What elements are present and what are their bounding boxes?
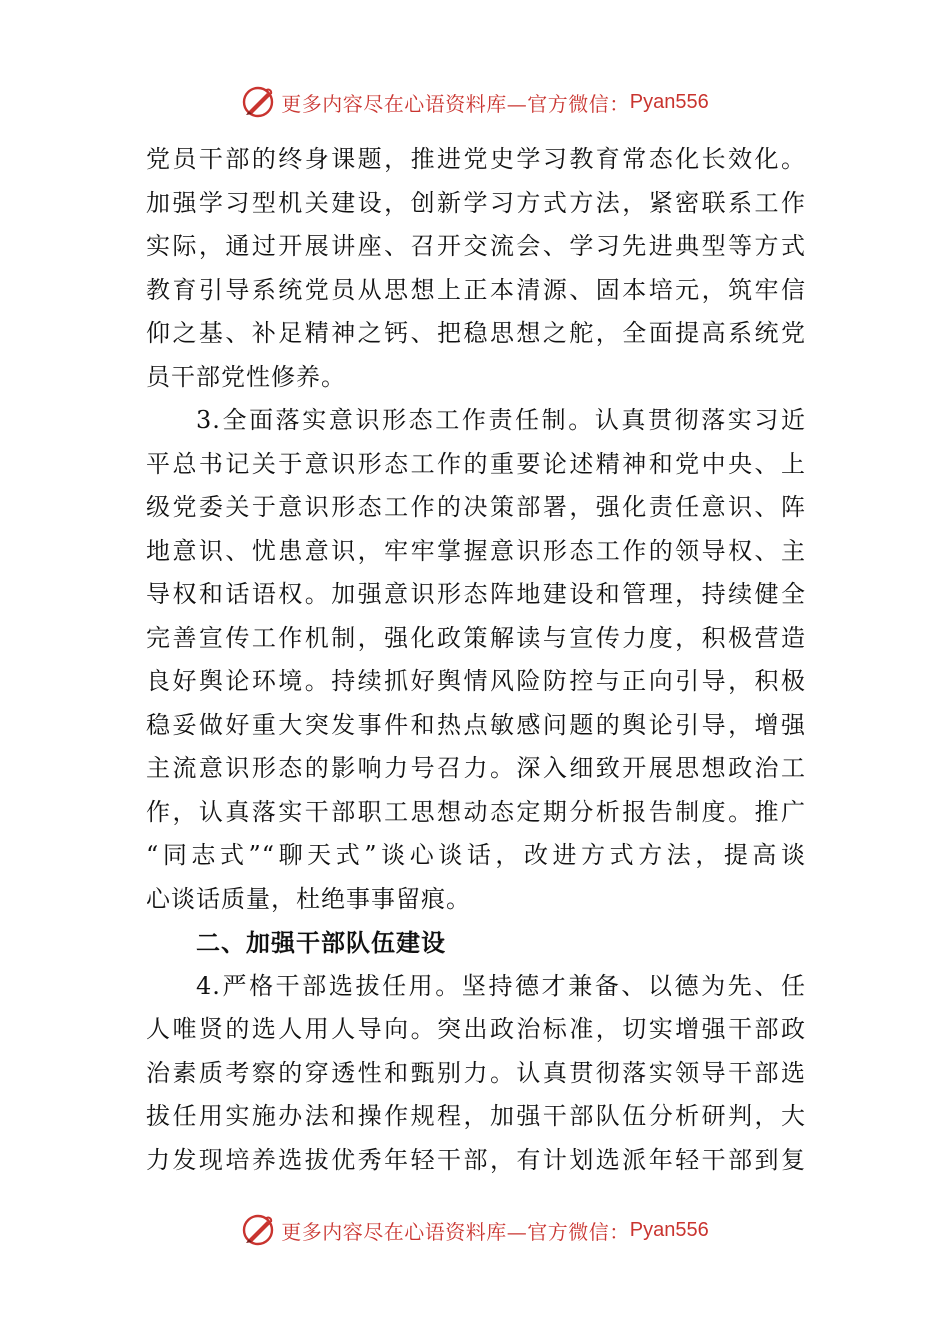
text-line: 4.严格干部选拔任用。坚持德才兼备、以德为先、任 xyxy=(196,971,806,1000)
text-line: 稳妥做好重大突发事件和热点敏感问题的舆论引导，增强 xyxy=(146,710,806,739)
text-line: “同志式”“聊天式”谈心谈话，改进方式方法，提高谈 xyxy=(146,841,806,869)
section-heading: 二、加强干部队伍建设 xyxy=(196,928,446,957)
text-line: 心谈话质量，杜绝事事留痕。 xyxy=(146,884,471,913)
text-line: 人唯贤的选人用人导向。突出政治标准，切实增强干部政 xyxy=(146,1015,806,1043)
text-line: 级党委关于意识形态工作的决策部署，强化责任意识、阵 xyxy=(146,493,806,521)
text-line: 3.全面落实意识形态工作责任制。认真贯彻落实习近 xyxy=(196,406,806,434)
watermark-wechat-id: Pyan556 xyxy=(629,90,709,113)
watermark-wechat-id: Pyan556 xyxy=(629,1218,709,1241)
text-line: 平总书记关于意识形态工作的重要论述精神和党中央、上 xyxy=(146,449,806,478)
text-line: 仰之基、补足精神之钙、把稳思想之舵，全面提高系统党 xyxy=(146,319,806,347)
text-line: 良好舆论环境。持续抓好舆情风险防控与正向引导，积极 xyxy=(146,667,806,695)
text-line: 拔任用实施办法和操作规程，加强干部队伍分析研判，大 xyxy=(146,1102,806,1130)
text-line: 完善宣传工作机制，强化政策解读与宣传力度，积极营造 xyxy=(146,623,806,652)
text-line: 主流意识形态的影响力号召力。深入细致开展思想政治工 xyxy=(146,754,806,782)
document-body xyxy=(146,138,806,1182)
watermark-banner-top xyxy=(0,82,950,122)
text-line: 地意识、忧患意识，牢牢掌握意识形态工作的领导权、主 xyxy=(146,536,806,565)
watermark-text: 更多内容尽在心语资料库—官方微信： xyxy=(281,91,630,116)
watermark-text: 更多内容尽在心语资料库—官方微信： xyxy=(281,1219,630,1244)
text-line: 导权和话语权。加强意识形态阵地建设和管理，持续健全 xyxy=(146,580,806,608)
text-line: 治素质考察的穿透性和甄别力。认真贯彻落实领导干部选 xyxy=(146,1058,806,1087)
text-line: 作，认真落实干部职工思想动态定期分析报告制度。推广 xyxy=(146,797,806,826)
text-line: 力发现培养选拔优秀年轻干部，有计划选派年轻干部到复 xyxy=(146,1145,806,1174)
text-line: 实际，通过开展讲座、召开交流会、学习先进典型等方式 xyxy=(146,232,806,260)
text-line: 加强学习型机关建设，创新学习方式方法，紧密联系工作 xyxy=(146,188,806,217)
watermark-banner-bottom xyxy=(0,1210,950,1250)
pen-logo-icon xyxy=(241,1213,277,1247)
text-line: 教育引导系统党员从思想上正本清源、固本培元，筑牢信 xyxy=(146,275,806,304)
text-line: 党员干部的终身课题，推进党史学习教育常态化长效化。 xyxy=(146,145,806,173)
text-line: 员干部党性修养。 xyxy=(146,362,346,391)
pen-logo-icon xyxy=(241,85,277,119)
